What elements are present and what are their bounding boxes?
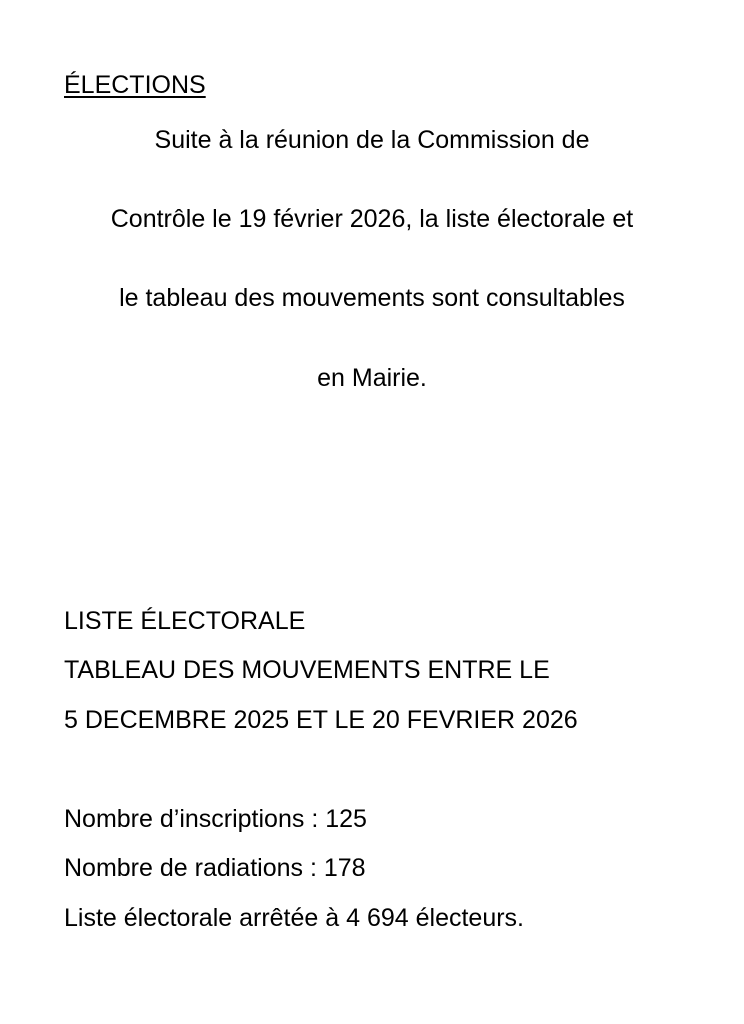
section-heading: ÉLECTIONS: [64, 71, 206, 99]
list-title: LISTE ÉLECTORALE: [64, 607, 306, 635]
intro-line-2: Contrôle le 19 février 2026, la liste électorale et: [110, 205, 634, 233]
registrations-count: Nombre d’inscriptions : 125: [64, 805, 367, 833]
movements-period: 5 DECEMBRE 2025 ET LE 20 FEVRIER 2026: [64, 706, 578, 734]
intro-line-1: Suite à la réunion de la Commission de: [154, 126, 590, 154]
intro-line-3: le tableau des mouvements sont consultables: [119, 284, 625, 312]
voters-total: Liste électorale arrêtée à 4 694 électeurs.: [64, 904, 524, 932]
movements-title: TABLEAU DES MOUVEMENTS ENTRE LE: [64, 656, 550, 684]
removals-count: Nombre de radiations : 178: [64, 854, 366, 882]
intro-line-4: en Mairie.: [317, 364, 427, 392]
